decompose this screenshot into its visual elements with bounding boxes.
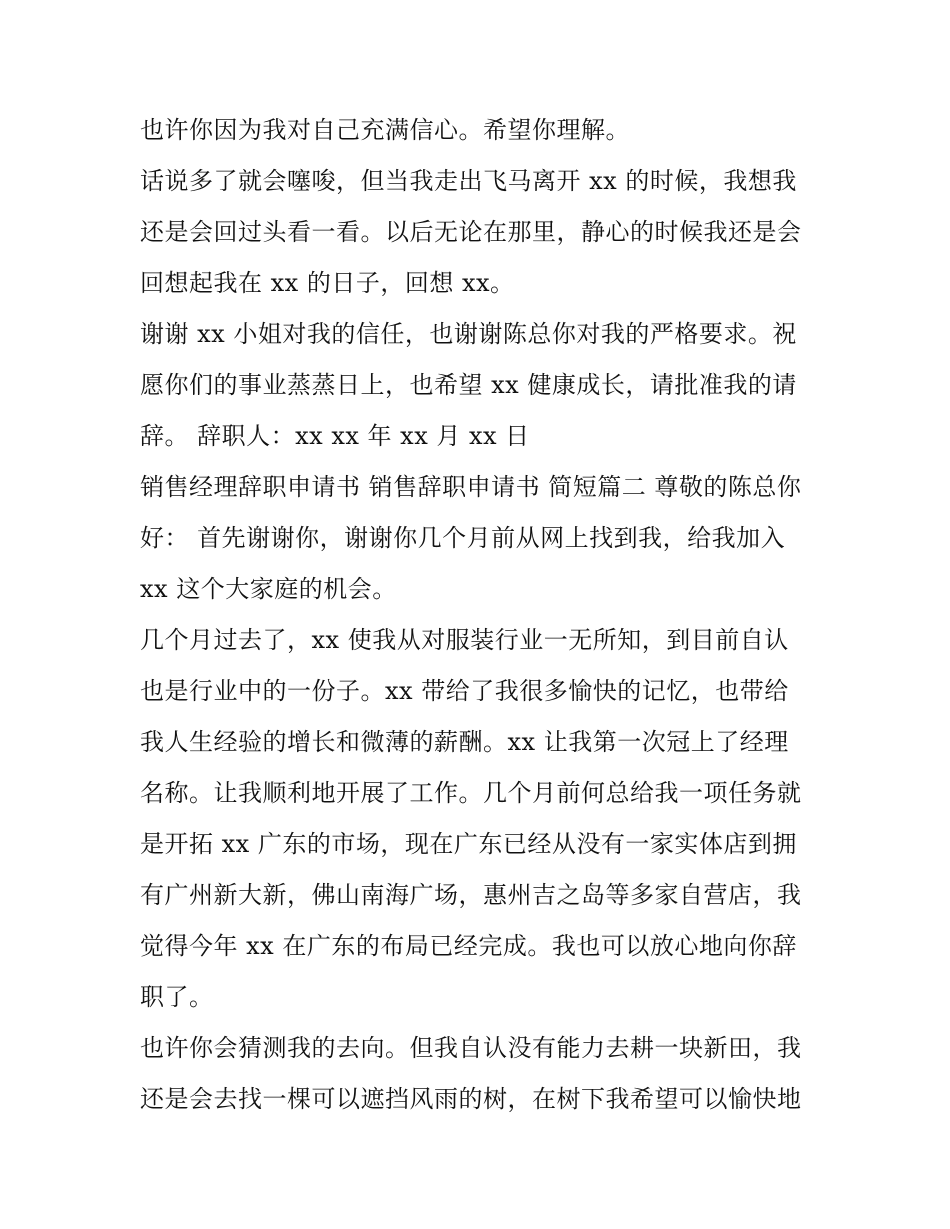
text-line: 还是会回过头看一看。以后无论在那里，静心的时候我还是会 (140, 218, 802, 246)
text-line: 几个月过去了，xx 使我从对服装行业一无所知，到目前自认 (140, 626, 789, 654)
text-line: 名称。让我顺利地开展了工作。几个月前何总给我一项任务就 (140, 779, 802, 807)
text-line: xx 这个大家庭的机会。 (140, 575, 397, 603)
text-line: 辞。 辞职人：xx xx 年 xx 月 xx 日 (140, 422, 530, 450)
document-body (140, 105, 820, 1125)
text-line: 觉得今年 xx 在广东的布局已经完成。我也可以放心地向你辞 (140, 932, 797, 960)
text-line: 也许你会猜测我的去向。但我自认没有能力去耕一块新田，我 (140, 1034, 802, 1062)
text-line: 有广州新大新，佛山南海广场，惠州吉之岛等多家自营店，我 (140, 881, 802, 909)
text-line: 话说多了就会噻唆，但当我走出飞马离开 xx 的时候，我想我 (140, 167, 797, 195)
text-line: 也是行业中的一份子。xx 带给了我很多愉快的记忆，也带给 (140, 677, 789, 705)
text-line: 职了。 (140, 983, 214, 1011)
text-line: 谢谢 xx 小姐对我的信任，也谢谢陈总你对我的严格要求。祝 (140, 320, 797, 348)
text-line: 销售经理辞职申请书 销售辞职申请书 简短篇二 尊敬的陈总你 (140, 473, 802, 501)
text-line: 好： 首先谢谢你，谢谢你几个月前从网上找到我，给我加入 (140, 524, 786, 552)
text-line: 回想起我在 xx 的日子，回想 xx。 (140, 269, 515, 297)
text-line: 还是会去找一棵可以遮挡风雨的树，在树下我希望可以愉快地 (140, 1085, 802, 1113)
text-line: 愿你们的事业蒸蒸日上，也希望 xx 健康成长，请批准我的请 (140, 371, 797, 399)
text-line: 是开拓 xx 广东的市场，现在广东已经从没有一家实体店到拥 (140, 830, 797, 858)
text-line: 我人生经验的增长和微薄的薪酬。xx 让我第一次冠上了经理 (140, 728, 789, 756)
text-line: 也许你因为我对自己充满信心。希望你理解。 (140, 116, 630, 144)
